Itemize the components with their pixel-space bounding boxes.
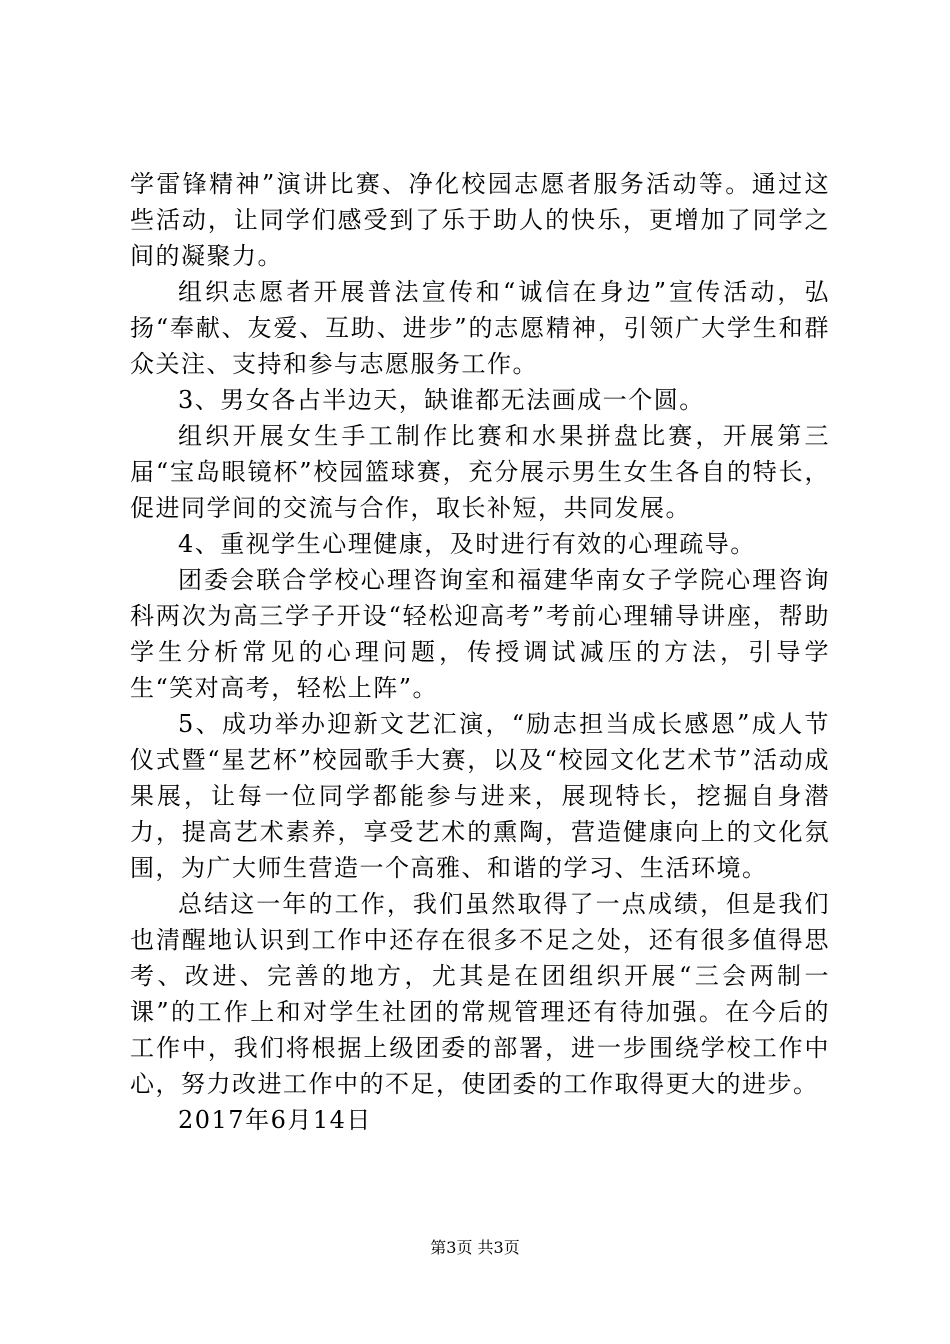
section-heading-4: 4、重视学生心理健康，及时进行有效的心理疏导。 <box>178 530 756 558</box>
paragraph-volunteer-publicity: 组织志愿者开展普法宣传和“诚信在身边”宣传活动，弘扬“奉献、友爱、互助、进步”的志愿精神，引领广大学生和群众关注、支持和参与志愿服务工作。 <box>130 278 830 378</box>
paragraph-summary: 总结这一年的工作，我们虽然取得了一点成绩，但是我们也清醒地认识到工作中还存在很多不足之处，还有很多值得思考、改进、完善的地方，尤其是在团组织开展“三会两制一课”的工作上和对学生社团的常规管理还有待加强。在今后的工作中，我们将根据上级团委的部署，进一步围绕学校工作中心，努力改进工作中的不足，使团委的工作取得更大的进步。 <box>130 890 830 1098</box>
paragraph-section-5: 5、成功举办迎新文艺汇演，“励志担当成长感恩”成人节仪式暨“星艺杯”校园歌手大赛，以及“校园文化艺术节”活动成果展，让每一位同学都能参与进来，展现特长，挖掘自身潜力，提高艺术素养，享受艺术的熏陶，营造健康向上的文化氛围，为广大师生营造一个高雅、和谐的学习、生活环境。 <box>130 710 830 882</box>
document-body <box>130 166 830 1138</box>
document-date: 2017年6月14日 <box>178 1106 372 1134</box>
page-footer: 第3页 共3页 <box>430 1238 520 1257</box>
paragraph-continuation: 学雷锋精神”演讲比赛、净化校园志愿者服务活动等。通过这些活动，让同学们感受到了乐于助人的快乐，更增加了同学之间的凝聚力。 <box>130 170 830 270</box>
paragraph-competitions: 组织开展女生手工制作比赛和水果拼盘比赛，开展第三届“宝岛眼镜杯”校园篮球赛，充分展示男生女生各自的特长，促进同学间的交流与合作，取长补短，共同发展。 <box>130 422 830 522</box>
section-heading-3: 3、男女各占半边天，缺谁都无法画成一个圆。 <box>178 386 705 414</box>
paragraph-psych-counseling: 团委会联合学校心理咨询室和福建华南女子学院心理咨询科两次为高三学子开设“轻松迎高考”考前心理辅导讲座，帮助学生分析常见的心理问题，传授调试减压的方法，引导学生“笑对高考，轻松上阵”。 <box>130 566 830 702</box>
